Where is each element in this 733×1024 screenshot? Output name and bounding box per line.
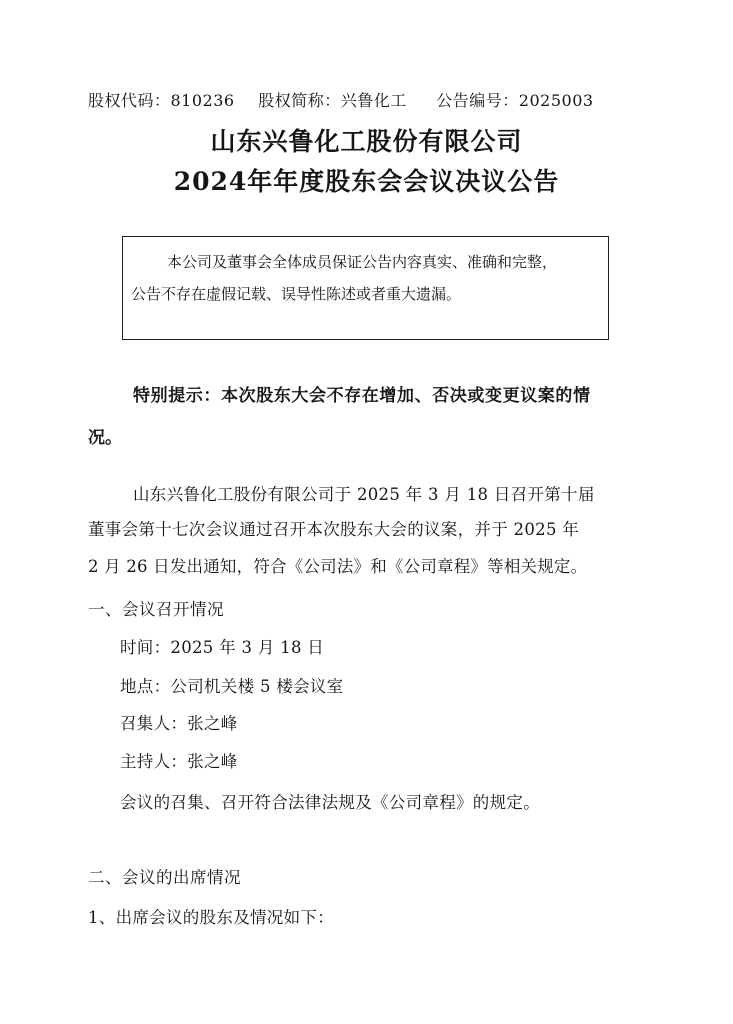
header-meta-line — [88, 88, 658, 111]
special-tip-line-2: 况。 — [88, 428, 122, 448]
disclaimer-line-2: 公告不存在虚假记载、误导性陈述或者重大遗漏。 — [131, 285, 462, 303]
meeting-compliance-statement: 会议的召集、召开符合法律法规及《公司章程》的规定。 — [120, 793, 540, 812]
disclaimer-line-1: 本公司及董事会全体成员保证公告内容真实、准确和完整， — [167, 253, 558, 271]
section-1-heading: 一、会议召开情况 — [88, 600, 224, 619]
intro-line-1: 山东兴鲁化工股份有限公司于 2025 年 3 月 18 日召开第十届 — [133, 485, 595, 504]
meeting-location: 地点：公司机关楼 5 楼会议室 — [120, 677, 344, 696]
intro-line-2: 董事会第十七次会议通过召开本次股东大会的议案，并于 2025 年 — [88, 520, 580, 539]
stock-code: 股权代码：810236 — [88, 91, 235, 110]
stock-abbreviation: 股权简称：兴鲁化工 — [258, 91, 407, 110]
meeting-host: 主持人：张之峰 — [120, 752, 238, 771]
intro-line-3: 2 月 26 日发出通知，符合《公司法》和《公司章程》等相关规定。 — [88, 557, 588, 576]
meeting-time: 时间：2025 年 3 月 18 日 — [120, 638, 325, 657]
notice-number: 公告编号：2025003 — [436, 91, 594, 110]
section-2-heading: 二、会议的出席情况 — [88, 868, 241, 887]
announcement-title: 2024年年度股东会会议决议公告 — [173, 167, 560, 196]
section-2-subitem-1: 1、出席会议的股东及情况如下： — [88, 908, 334, 927]
disclaimer-box — [122, 236, 609, 340]
company-title: 山东兴鲁化工股份有限公司 — [210, 127, 523, 156]
meeting-convener: 召集人：张之峰 — [120, 714, 238, 733]
special-tip-line-1: 特别提示：本次股东大会不存在增加、否决或变更议案的情 — [133, 386, 591, 406]
